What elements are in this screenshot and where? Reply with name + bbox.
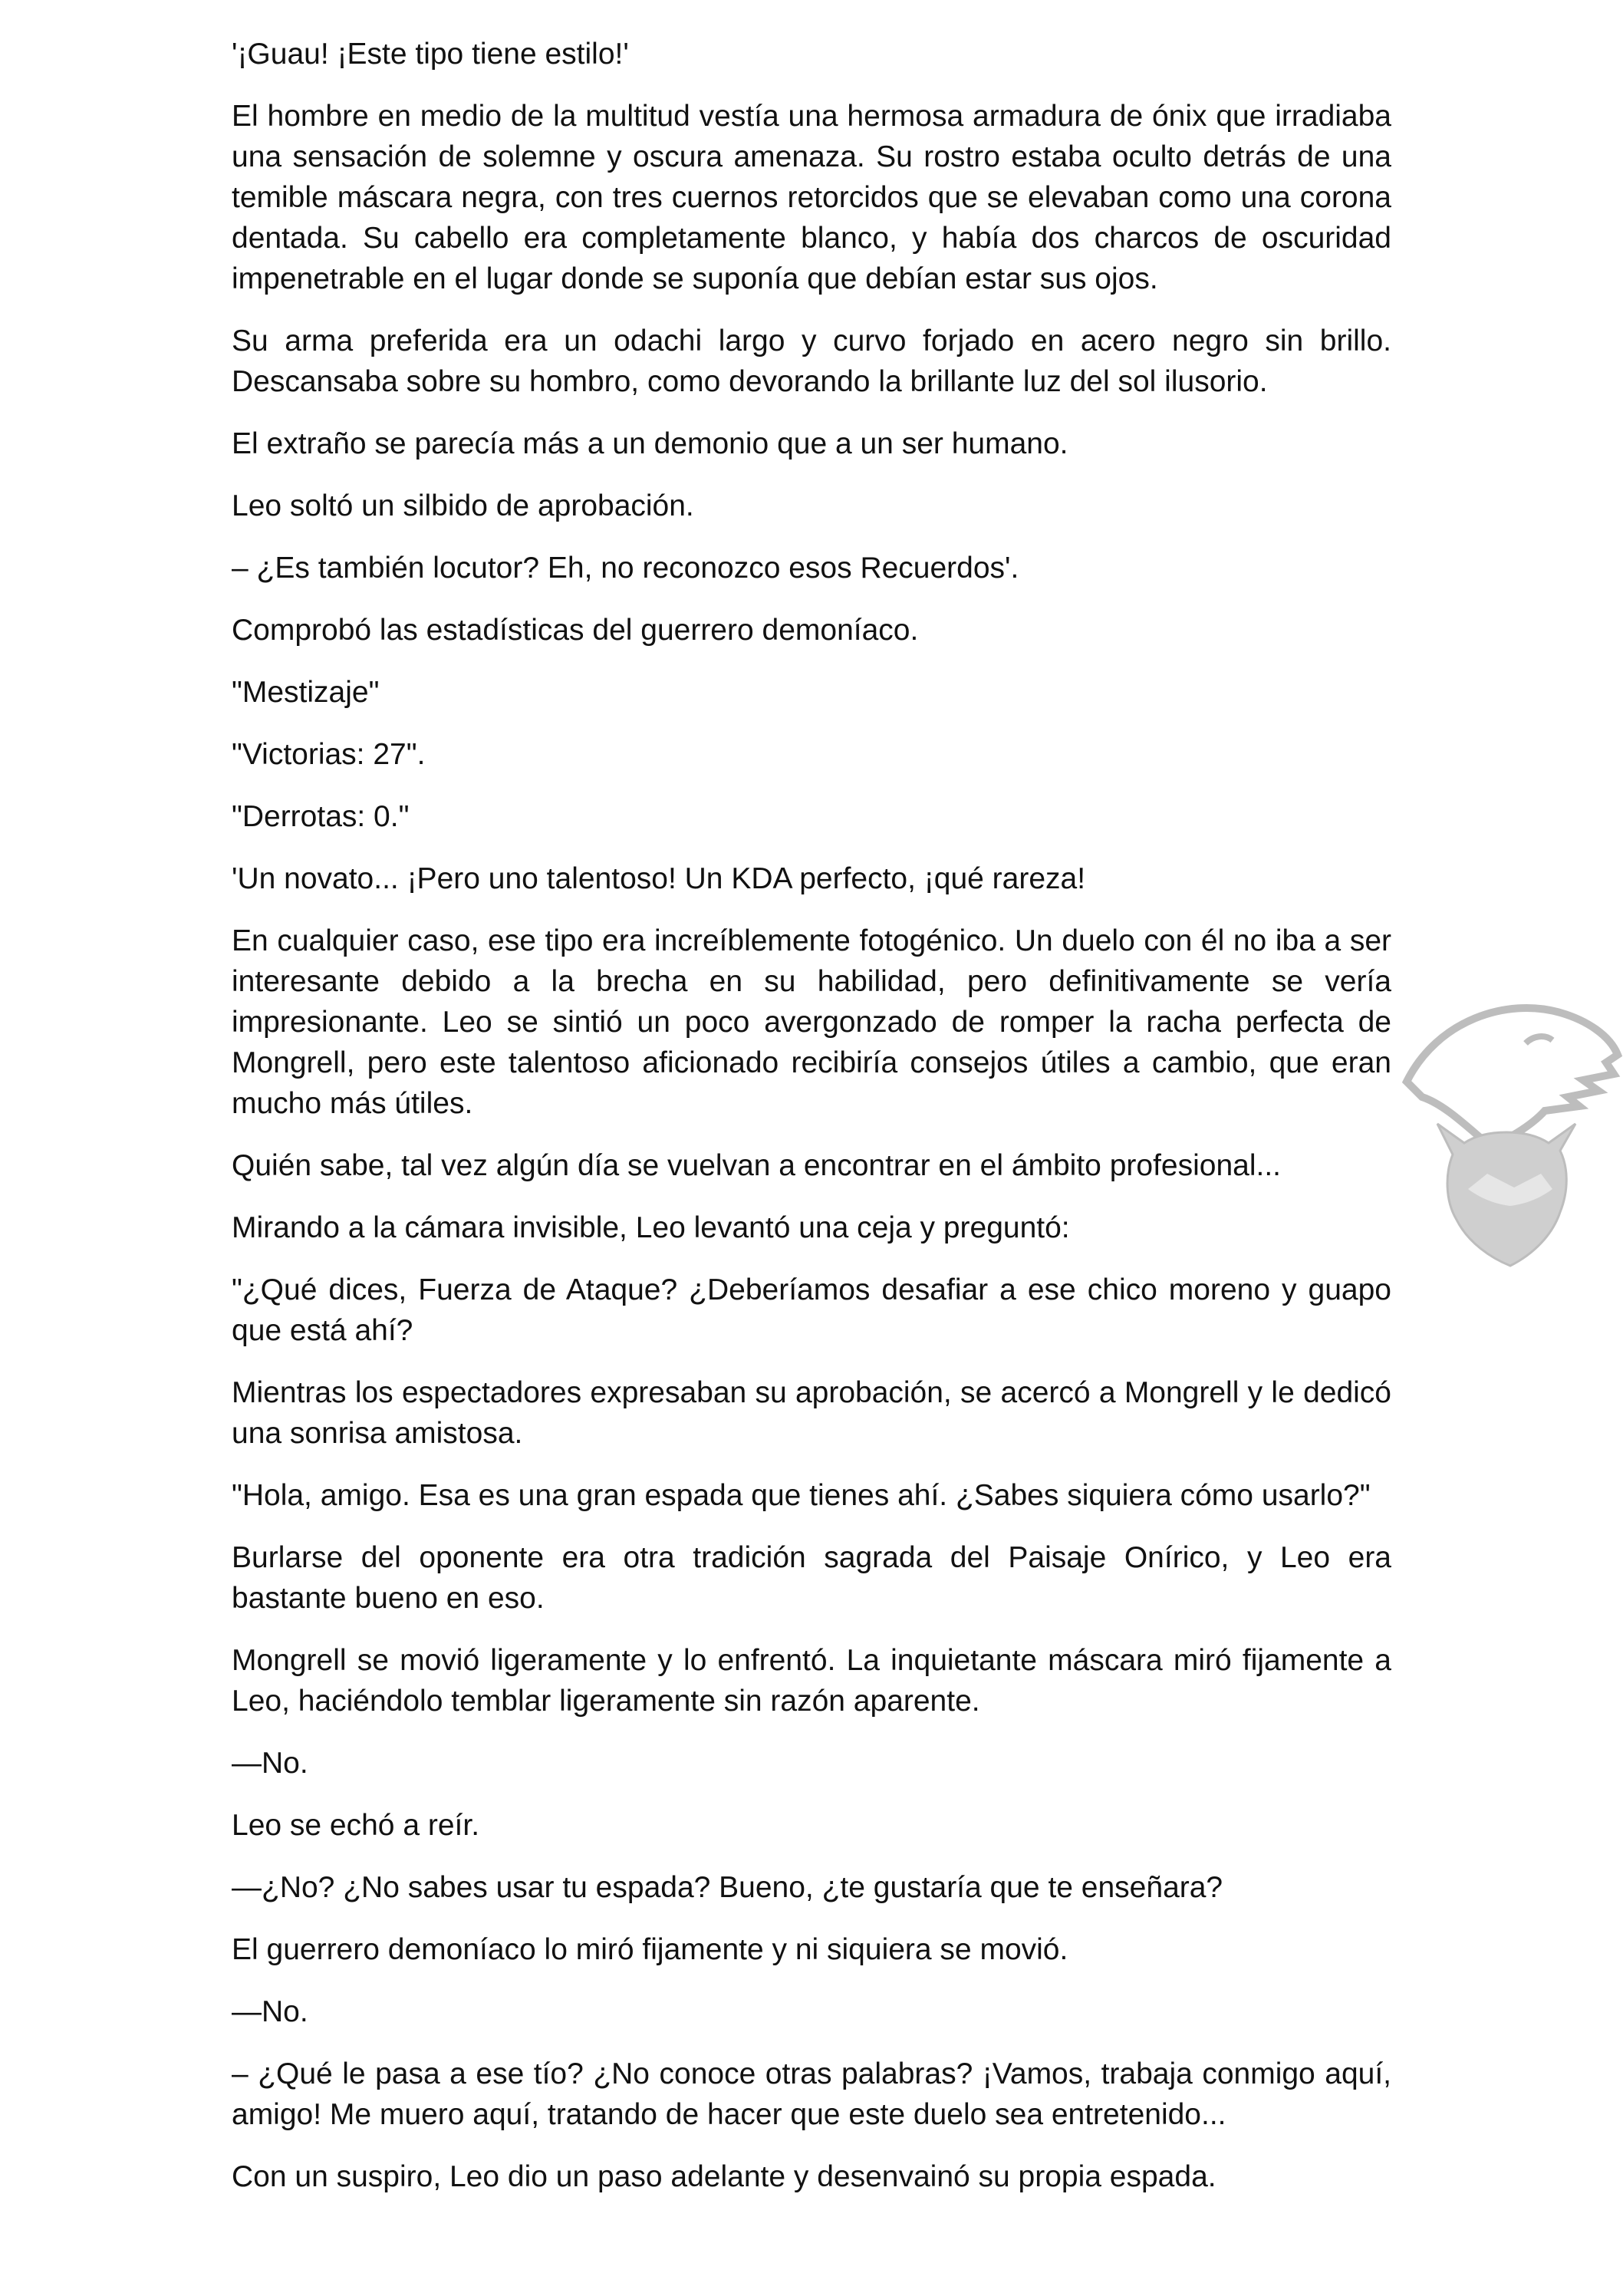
paragraph: —¿No? ¿No sabes usar tu espada? Bueno, ¿te gustaría que te enseñara?	[232, 1871, 1223, 1904]
paragraph: Mirando a la cámara invisible, Leo levantó una ceja y preguntó:	[232, 1211, 1070, 1244]
paragraph: 'Un novato... ¡Pero uno talentoso! Un KDA perfecto, ¡qué rareza!	[232, 862, 1086, 895]
paragraph: '¡Guau! ¡Este tipo tiene estilo!'	[232, 38, 629, 71]
paragraph: El hombre en medio de la multitud vestía una hermosa armadura de ónix que irradiaba una sensación de solemne y oscura amenaza. Su rostro estaba oculto detrás de una temible máscara negra, con tres cuernos retorcidos que se elevaban como una corona dentada. Su cabello era completamente blanco, y había dos charcos de oscuridad impenetrable en el lugar donde se suponía que debían estar sus ojos.	[232, 100, 1391, 295]
paragraph: Leo soltó un silbido de aprobación.	[232, 489, 694, 522]
paragraph: "Derrotas: 0."	[232, 800, 410, 833]
paragraph: Su arma preferida era un odachi largo y curvo forjado en acero negro sin brillo. Descansaba sobre su hombro, como devorando la brillante luz del sol ilusorio.	[232, 324, 1391, 398]
document-body	[232, 34, 1391, 2219]
paragraph: El guerrero demoníaco lo miró fijamente y ni siquiera se movió.	[232, 1933, 1068, 1966]
paragraph: Con un suspiro, Leo dio un paso adelante y desenvainó su propia espada.	[232, 2160, 1216, 2193]
paragraph: "Hola, amigo. Esa es una gran espada que tienes ahí. ¿Sabes siquiera cómo usarlo?"	[232, 1479, 1371, 1512]
paragraph: – ¿Es también locutor? Eh, no reconozco esos Recuerdos'.	[232, 552, 1019, 585]
paragraph: "Mestizaje"	[232, 676, 380, 709]
paragraph: – ¿Qué le pasa a ese tío? ¿No conoce otras palabras? ¡Vamos, trabaja conmigo aquí, amigo! Me muero aquí, tratando de hacer que este duelo sea entretenido...	[232, 2057, 1391, 2131]
paragraph: El extraño se parecía más a un demonio que a un ser humano.	[232, 427, 1068, 460]
paragraph: —No.	[232, 1747, 308, 1780]
paragraph: "Victorias: 27".	[232, 738, 426, 771]
paragraph: Quién sabe, tal vez algún día se vuelvan a encontrar en el ámbito profesional...	[232, 1149, 1282, 1182]
paragraph: En cualquier caso, ese tipo era increíblemente fotogénico. Un duelo con él no iba a ser interesante debido a la brecha en su habilidad, pero definitivamente se vería impresionante. Leo se sintió un poco avergonzado de romper la racha perfecta de Mongrell, pero este talentoso aficionado recibiría consejos útiles a cambio, que eran mucho más útiles.	[232, 924, 1391, 1120]
paragraph: "¿Qué dices, Fuerza de Ataque? ¿Deberíamos desafiar a ese chico moreno y guapo que está ahí?	[232, 1273, 1391, 1347]
paragraph: Mientras los espectadores expresaban su aprobación, se acercó a Mongrell y le dedicó una sonrisa amistosa.	[232, 1376, 1391, 1450]
dinosaur-devil-watermark-icon	[1391, 990, 1623, 1296]
paragraph: Leo se echó a reír.	[232, 1809, 480, 1842]
paragraph: Comprobó las estadísticas del guerrero demoníaco.	[232, 614, 919, 647]
paragraph: Burlarse del oponente era otra tradición sagrada del Paisaje Onírico, y Leo era bastante bueno en eso.	[232, 1541, 1391, 1615]
paragraph: —No.	[232, 1995, 308, 2028]
paragraph: Mongrell se movió ligeramente y lo enfrentó. La inquietante máscara miró fijamente a Leo, haciéndolo temblar ligeramente sin razón aparente.	[232, 1644, 1391, 1718]
